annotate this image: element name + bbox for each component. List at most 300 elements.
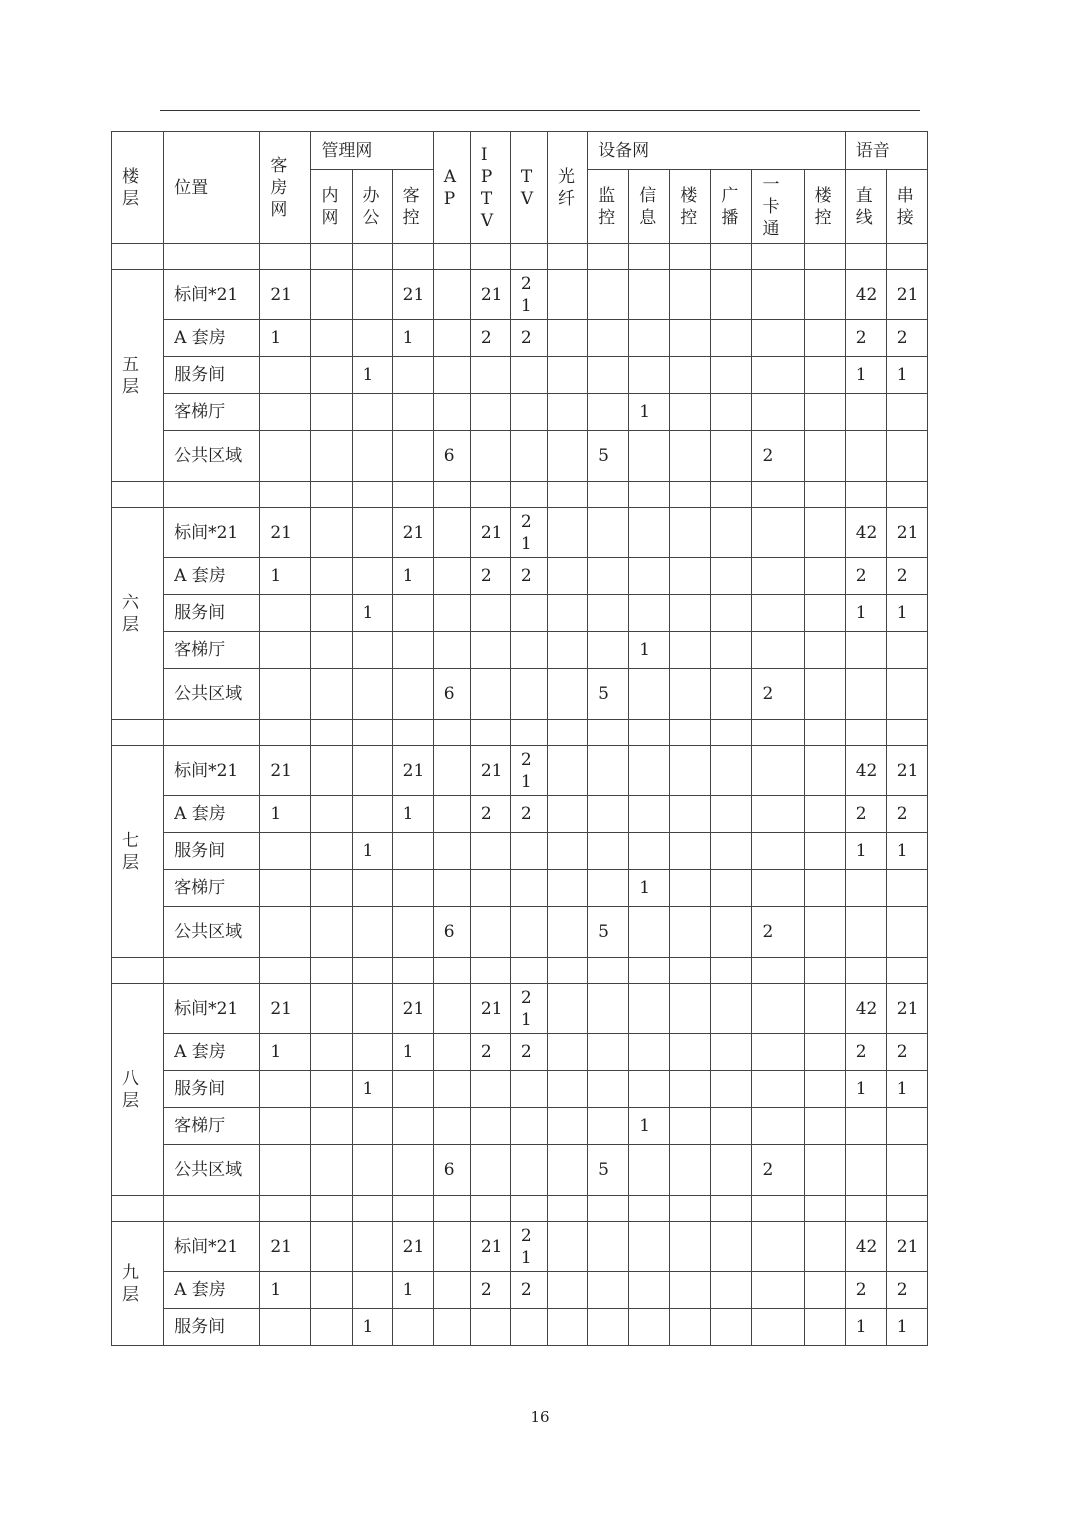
- value-cell-iptv: [470, 870, 510, 907]
- header-serial: 串 接: [886, 170, 927, 244]
- table-row: [112, 558, 928, 595]
- value-cell-bldg_ctrl: [670, 669, 711, 720]
- header-guest-net: 客 房 网: [260, 132, 311, 244]
- empty-cell: [260, 958, 311, 984]
- value-cell-info: [629, 431, 670, 482]
- header-mgmt-net: 管理网: [311, 132, 433, 170]
- value-cell-guest: [260, 1071, 311, 1108]
- value-cell-ap: [433, 558, 470, 595]
- value-cell-office: [352, 431, 392, 482]
- value-cell-serial: 21: [886, 270, 927, 320]
- empty-cell: [112, 482, 164, 508]
- value-cell-office: 1: [352, 1309, 392, 1346]
- value-cell-bldg_ctrl2: [804, 870, 845, 907]
- value-cell-fiber: [548, 508, 588, 558]
- empty-cell: [392, 1196, 433, 1222]
- value-cell-fiber: [548, 558, 588, 595]
- value-cell-bldg_ctrl2: [804, 558, 845, 595]
- empty-cell: [311, 1196, 352, 1222]
- header-info: 信 息: [629, 170, 670, 244]
- value-cell-monitor: [588, 1071, 629, 1108]
- value-cell-serial: [886, 1108, 927, 1145]
- table-row: [112, 669, 928, 720]
- value-cell-tv: 2: [510, 558, 547, 595]
- value-cell-room_ctrl: 1: [392, 1034, 433, 1071]
- empty-cell: [470, 720, 510, 746]
- table-row: [112, 357, 928, 394]
- empty-cell: [112, 720, 164, 746]
- empty-cell: [352, 482, 392, 508]
- empty-cell: [392, 958, 433, 984]
- floor-label: 五 层: [112, 270, 164, 482]
- value-cell-office: 1: [352, 833, 392, 870]
- value-cell-info: [629, 558, 670, 595]
- table-row: [112, 1309, 928, 1346]
- value-cell-room_ctrl: [392, 1309, 433, 1346]
- spacer-row: [112, 958, 928, 984]
- value-cell-office: [352, 870, 392, 907]
- value-cell-card: 2: [752, 1145, 804, 1196]
- table-row: [112, 870, 928, 907]
- value-cell-room_ctrl: 21: [392, 746, 433, 796]
- value-cell-card: 2: [752, 669, 804, 720]
- location-cell: 客梯厅: [164, 394, 260, 431]
- value-cell-bldg_ctrl2: [804, 1108, 845, 1145]
- location-cell: 服务间: [164, 595, 260, 632]
- value-cell-guest: [260, 632, 311, 669]
- value-cell-card: [752, 796, 804, 833]
- value-cell-card: [752, 357, 804, 394]
- value-cell-monitor: [588, 1309, 629, 1346]
- value-cell-ap: [433, 632, 470, 669]
- value-cell-intranet: [311, 1071, 352, 1108]
- value-cell-intranet: [311, 394, 352, 431]
- value-cell-direct: 42: [845, 984, 886, 1034]
- location-cell: 标间*21: [164, 270, 260, 320]
- empty-cell: [433, 720, 470, 746]
- value-cell-guest: [260, 1309, 311, 1346]
- empty-cell: [352, 244, 392, 270]
- value-cell-guest: 21: [260, 270, 311, 320]
- value-cell-direct: [845, 870, 886, 907]
- empty-cell: [548, 720, 588, 746]
- value-cell-monitor: [588, 270, 629, 320]
- table-row: [112, 1071, 928, 1108]
- value-cell-serial: [886, 632, 927, 669]
- value-cell-intranet: [311, 431, 352, 482]
- value-cell-tv: 2: [510, 320, 547, 357]
- value-cell-broadcast: [711, 833, 752, 870]
- empty-cell: [510, 958, 547, 984]
- location-cell: 标间*21: [164, 746, 260, 796]
- value-cell-office: [352, 320, 392, 357]
- value-cell-card: 2: [752, 431, 804, 482]
- empty-cell: [352, 1196, 392, 1222]
- floor-label: 八 层: [112, 984, 164, 1196]
- value-cell-broadcast: [711, 558, 752, 595]
- value-cell-bldg_ctrl2: [804, 394, 845, 431]
- empty-cell: [588, 720, 629, 746]
- empty-cell: [629, 958, 670, 984]
- value-cell-serial: 1: [886, 1071, 927, 1108]
- value-cell-room_ctrl: 21: [392, 984, 433, 1034]
- value-cell-intranet: [311, 870, 352, 907]
- value-cell-broadcast: [711, 669, 752, 720]
- value-cell-serial: [886, 1145, 927, 1196]
- value-cell-tv: 2 1: [510, 984, 547, 1034]
- value-cell-ap: [433, 595, 470, 632]
- value-cell-intranet: [311, 669, 352, 720]
- value-cell-room_ctrl: [392, 632, 433, 669]
- value-cell-guest: [260, 833, 311, 870]
- header-ap: A P: [433, 132, 470, 244]
- header-monitor: 监 控: [588, 170, 629, 244]
- value-cell-guest: 1: [260, 558, 311, 595]
- empty-cell: [260, 482, 311, 508]
- value-cell-info: 1: [629, 632, 670, 669]
- value-cell-info: [629, 669, 670, 720]
- table-row: [112, 907, 928, 958]
- value-cell-info: [629, 1145, 670, 1196]
- empty-cell: [588, 482, 629, 508]
- value-cell-monitor: 5: [588, 431, 629, 482]
- value-cell-office: [352, 1034, 392, 1071]
- value-cell-info: [629, 1309, 670, 1346]
- header-card: 一 卡 通: [752, 170, 804, 244]
- value-cell-bldg_ctrl: [670, 1309, 711, 1346]
- value-cell-tv: 2 1: [510, 746, 547, 796]
- value-cell-ap: [433, 1309, 470, 1346]
- empty-cell: [470, 244, 510, 270]
- value-cell-broadcast: [711, 907, 752, 958]
- value-cell-direct: 1: [845, 595, 886, 632]
- page-number: 16: [530, 1408, 550, 1426]
- value-cell-office: [352, 669, 392, 720]
- empty-cell: [311, 958, 352, 984]
- value-cell-bldg_ctrl2: [804, 1145, 845, 1196]
- value-cell-iptv: [470, 907, 510, 958]
- empty-cell: [752, 244, 804, 270]
- value-cell-bldg_ctrl2: [804, 632, 845, 669]
- value-cell-tv: [510, 632, 547, 669]
- value-cell-bldg_ctrl2: [804, 1309, 845, 1346]
- table-row: [112, 632, 928, 669]
- value-cell-fiber: [548, 1272, 588, 1309]
- empty-cell: [670, 1196, 711, 1222]
- value-cell-direct: 1: [845, 833, 886, 870]
- value-cell-guest: [260, 1145, 311, 1196]
- value-cell-serial: 21: [886, 746, 927, 796]
- value-cell-card: [752, 1272, 804, 1309]
- value-cell-info: [629, 320, 670, 357]
- empty-cell: [433, 1196, 470, 1222]
- value-cell-room_ctrl: 21: [392, 508, 433, 558]
- value-cell-ap: [433, 1272, 470, 1309]
- value-cell-fiber: [548, 1108, 588, 1145]
- empty-cell: [711, 1196, 752, 1222]
- value-cell-bldg_ctrl: [670, 394, 711, 431]
- value-cell-direct: 2: [845, 796, 886, 833]
- location-cell: A 套房: [164, 320, 260, 357]
- table-row: [112, 508, 928, 558]
- empty-cell: [470, 958, 510, 984]
- value-cell-guest: 1: [260, 1272, 311, 1309]
- value-cell-room_ctrl: [392, 870, 433, 907]
- empty-cell: [886, 482, 927, 508]
- value-cell-serial: [886, 394, 927, 431]
- empty-cell: [845, 244, 886, 270]
- value-cell-broadcast: [711, 357, 752, 394]
- value-cell-serial: 2: [886, 1034, 927, 1071]
- value-cell-intranet: [311, 1222, 352, 1272]
- value-cell-serial: 21: [886, 984, 927, 1034]
- value-cell-card: [752, 1034, 804, 1071]
- value-cell-fiber: [548, 394, 588, 431]
- value-cell-intranet: [311, 270, 352, 320]
- value-cell-monitor: [588, 870, 629, 907]
- value-cell-intranet: [311, 632, 352, 669]
- value-cell-serial: 1: [886, 595, 927, 632]
- value-cell-direct: 42: [845, 746, 886, 796]
- empty-cell: [470, 482, 510, 508]
- value-cell-fiber: [548, 431, 588, 482]
- value-cell-fiber: [548, 984, 588, 1034]
- value-cell-room_ctrl: [392, 1071, 433, 1108]
- value-cell-serial: [886, 669, 927, 720]
- value-cell-office: 1: [352, 1071, 392, 1108]
- value-cell-room_ctrl: 21: [392, 270, 433, 320]
- value-cell-monitor: [588, 558, 629, 595]
- cabling-table: [111, 131, 928, 1346]
- empty-cell: [670, 958, 711, 984]
- value-cell-bldg_ctrl2: [804, 984, 845, 1034]
- value-cell-bldg_ctrl2: [804, 357, 845, 394]
- value-cell-card: [752, 984, 804, 1034]
- value-cell-serial: 21: [886, 1222, 927, 1272]
- value-cell-broadcast: [711, 595, 752, 632]
- value-cell-direct: [845, 1108, 886, 1145]
- value-cell-ap: [433, 357, 470, 394]
- value-cell-direct: [845, 632, 886, 669]
- value-cell-direct: 1: [845, 1071, 886, 1108]
- value-cell-bldg_ctrl2: [804, 595, 845, 632]
- empty-cell: [670, 482, 711, 508]
- value-cell-card: [752, 632, 804, 669]
- value-cell-guest: 21: [260, 508, 311, 558]
- value-cell-office: 1: [352, 595, 392, 632]
- empty-cell: [886, 720, 927, 746]
- empty-cell: [804, 244, 845, 270]
- value-cell-guest: [260, 907, 311, 958]
- value-cell-tv: [510, 1145, 547, 1196]
- value-cell-ap: [433, 1222, 470, 1272]
- value-cell-broadcast: [711, 746, 752, 796]
- location-cell: 服务间: [164, 1071, 260, 1108]
- empty-cell: [886, 1196, 927, 1222]
- value-cell-room_ctrl: [392, 357, 433, 394]
- header-room-control: 客 控: [392, 170, 433, 244]
- value-cell-bldg_ctrl: [670, 1034, 711, 1071]
- spacer-row: [112, 244, 928, 270]
- table-row: [112, 1272, 928, 1309]
- value-cell-direct: 2: [845, 558, 886, 595]
- value-cell-iptv: [470, 357, 510, 394]
- floor-label: 七 层: [112, 746, 164, 958]
- location-cell: 客梯厅: [164, 870, 260, 907]
- location-cell: 公共区域: [164, 1145, 260, 1196]
- value-cell-info: [629, 270, 670, 320]
- value-cell-bldg_ctrl: [670, 508, 711, 558]
- table-row: [112, 984, 928, 1034]
- header-rule: [160, 110, 920, 111]
- value-cell-iptv: 21: [470, 1222, 510, 1272]
- value-cell-direct: [845, 907, 886, 958]
- value-cell-iptv: [470, 669, 510, 720]
- value-cell-broadcast: [711, 320, 752, 357]
- empty-cell: [392, 720, 433, 746]
- value-cell-tv: [510, 357, 547, 394]
- value-cell-broadcast: [711, 1145, 752, 1196]
- value-cell-direct: 2: [845, 320, 886, 357]
- empty-cell: [588, 1196, 629, 1222]
- value-cell-tv: [510, 394, 547, 431]
- value-cell-bldg_ctrl: [670, 632, 711, 669]
- header-tv: T V: [510, 132, 547, 244]
- table-row: [112, 595, 928, 632]
- value-cell-room_ctrl: [392, 595, 433, 632]
- value-cell-monitor: [588, 394, 629, 431]
- value-cell-room_ctrl: [392, 907, 433, 958]
- value-cell-iptv: 21: [470, 746, 510, 796]
- value-cell-iptv: 21: [470, 508, 510, 558]
- value-cell-broadcast: [711, 796, 752, 833]
- value-cell-fiber: [548, 1145, 588, 1196]
- value-cell-bldg_ctrl: [670, 796, 711, 833]
- value-cell-serial: 1: [886, 357, 927, 394]
- empty-cell: [845, 1196, 886, 1222]
- value-cell-intranet: [311, 1145, 352, 1196]
- value-cell-fiber: [548, 1071, 588, 1108]
- value-cell-room_ctrl: 1: [392, 1272, 433, 1309]
- empty-cell: [670, 244, 711, 270]
- value-cell-serial: 2: [886, 320, 927, 357]
- empty-cell: [752, 958, 804, 984]
- value-cell-bldg_ctrl: [670, 1222, 711, 1272]
- table-row: [112, 796, 928, 833]
- value-cell-fiber: [548, 669, 588, 720]
- value-cell-card: [752, 1309, 804, 1346]
- value-cell-info: 1: [629, 870, 670, 907]
- value-cell-tv: 2: [510, 1272, 547, 1309]
- value-cell-iptv: [470, 394, 510, 431]
- value-cell-fiber: [548, 833, 588, 870]
- value-cell-iptv: [470, 1309, 510, 1346]
- value-cell-ap: [433, 984, 470, 1034]
- value-cell-broadcast: [711, 632, 752, 669]
- empty-cell: [548, 244, 588, 270]
- empty-cell: [510, 720, 547, 746]
- location-cell: 服务间: [164, 1309, 260, 1346]
- empty-cell: [752, 1196, 804, 1222]
- value-cell-broadcast: [711, 870, 752, 907]
- value-cell-direct: 42: [845, 1222, 886, 1272]
- value-cell-ap: 6: [433, 431, 470, 482]
- value-cell-room_ctrl: [392, 1108, 433, 1145]
- value-cell-iptv: [470, 1145, 510, 1196]
- location-cell: 服务间: [164, 833, 260, 870]
- header-intranet: 内 网: [311, 170, 352, 244]
- value-cell-info: [629, 796, 670, 833]
- value-cell-info: 1: [629, 1108, 670, 1145]
- value-cell-broadcast: [711, 1222, 752, 1272]
- header-building-control: 楼 控: [670, 170, 711, 244]
- value-cell-bldg_ctrl2: [804, 1034, 845, 1071]
- value-cell-card: [752, 508, 804, 558]
- value-cell-monitor: [588, 320, 629, 357]
- value-cell-intranet: [311, 907, 352, 958]
- value-cell-monitor: [588, 984, 629, 1034]
- value-cell-room_ctrl: [392, 431, 433, 482]
- value-cell-broadcast: [711, 1108, 752, 1145]
- value-cell-card: [752, 320, 804, 357]
- value-cell-bldg_ctrl2: [804, 1272, 845, 1309]
- value-cell-intranet: [311, 357, 352, 394]
- empty-cell: [711, 720, 752, 746]
- value-cell-bldg_ctrl: [670, 907, 711, 958]
- value-cell-office: [352, 1145, 392, 1196]
- header-fiber: 光 纤: [548, 132, 588, 244]
- value-cell-monitor: [588, 357, 629, 394]
- value-cell-guest: [260, 669, 311, 720]
- location-cell: A 套房: [164, 796, 260, 833]
- value-cell-monitor: [588, 595, 629, 632]
- value-cell-monitor: 5: [588, 907, 629, 958]
- table-row: [112, 1034, 928, 1071]
- value-cell-intranet: [311, 320, 352, 357]
- value-cell-guest: [260, 394, 311, 431]
- header-building-control-2: 楼 控: [804, 170, 845, 244]
- value-cell-card: [752, 394, 804, 431]
- value-cell-room_ctrl: 1: [392, 558, 433, 595]
- value-cell-iptv: [470, 1071, 510, 1108]
- value-cell-serial: 2: [886, 796, 927, 833]
- empty-cell: [845, 482, 886, 508]
- value-cell-bldg_ctrl2: [804, 508, 845, 558]
- value-cell-room_ctrl: 1: [392, 320, 433, 357]
- table-row: [112, 431, 928, 482]
- value-cell-office: [352, 746, 392, 796]
- value-cell-tv: 2 1: [510, 1222, 547, 1272]
- value-cell-bldg_ctrl2: [804, 746, 845, 796]
- value-cell-bldg_ctrl2: [804, 431, 845, 482]
- value-cell-fiber: [548, 357, 588, 394]
- value-cell-bldg_ctrl: [670, 357, 711, 394]
- header-floor: 楼 层: [112, 132, 164, 244]
- value-cell-serial: 1: [886, 1309, 927, 1346]
- value-cell-card: [752, 270, 804, 320]
- value-cell-info: [629, 1071, 670, 1108]
- empty-cell: [112, 1196, 164, 1222]
- value-cell-monitor: [588, 1272, 629, 1309]
- value-cell-ap: [433, 1071, 470, 1108]
- empty-cell: [260, 244, 311, 270]
- value-cell-monitor: [588, 508, 629, 558]
- value-cell-tv: [510, 870, 547, 907]
- value-cell-card: [752, 833, 804, 870]
- value-cell-broadcast: [711, 508, 752, 558]
- value-cell-serial: 21: [886, 508, 927, 558]
- value-cell-serial: [886, 907, 927, 958]
